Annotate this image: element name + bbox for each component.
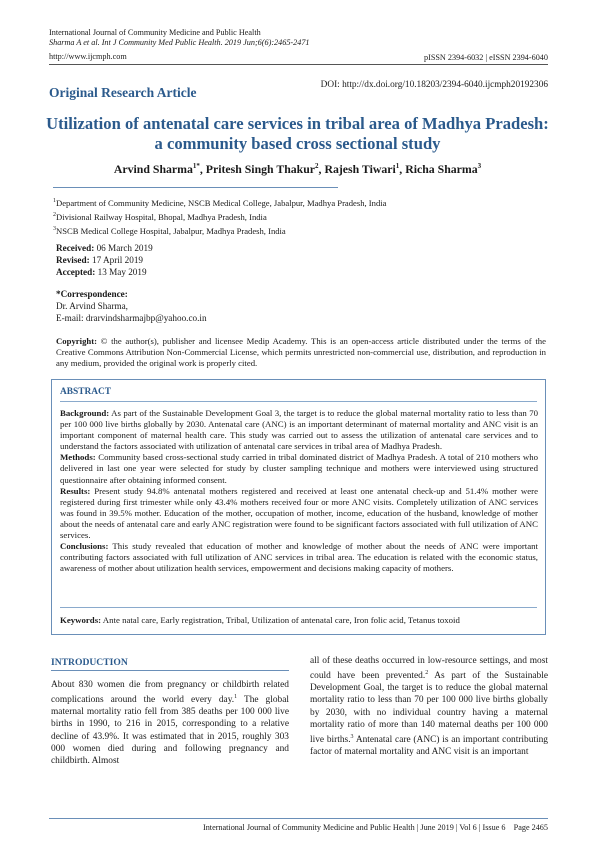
author-rule — [53, 187, 338, 188]
abstract-rule — [60, 401, 537, 402]
author: Pritesh Singh Thakur$^2$, — [205, 162, 325, 176]
article-title-line-1: Utilization of antenatal care services in tribal area of Madhya Pradesh: — [46, 114, 549, 133]
revised-date: Revised: 17 April 2019 — [56, 255, 144, 265]
intro-right-column: all of these deaths occurred in low-resource settings, and most could have been prevented.$^2$ As part of the Sustainable Development Goal, the target is to reduce the global maternal mortality ratio to less than 70 per 100 000 live births globally by 2030, with no individual country having a maternal mortality ratio of more than 140 maternal deaths per 100 000 live births.$^3$ Antenatal care (ANC) is an important contributing factor of maternal mortality and ANC visit is an important — [310, 656, 548, 757]
received-date: Received: 06 March 2019 — [56, 243, 153, 253]
copyright-notice: Copyright: © the author(s), publisher and licensee Medip Academy. This is an open-access article distributed under the terms of the Creative Commons Attribution Non-Commercial License, which permits unrestricted non-commercial use, distribution, and reproduction in any medium, provided the original work is properly cited. — [56, 336, 546, 369]
introduction-heading: INTRODUCTION — [51, 657, 128, 668]
abstract-methods: Methods: Community based cross-sectional study carried in tribal dominated district of Madhya Pradesh. A total of 210 mothers who delivered in last one year were selected for study by cluster sampling technique and mothers were interviewed using structured questionnaire after obtaining informed consent. — [60, 452, 538, 485]
journal-name: International Journal of Community Medicine and Public Health — [49, 28, 261, 37]
article-title-line-2: a community based cross sectional study — [154, 134, 441, 153]
affiliation: $^1$Department of Community Medicine, NSCB Medical College, Jabalpur, Madhya Pradesh, India — [53, 197, 387, 208]
affiliation: $^2$Divisional Railway Hospital, Bhopal, Madhya Pradesh, India — [53, 211, 267, 222]
author: Richa Sharma$^3$ — [405, 162, 482, 176]
header-rule — [49, 64, 548, 65]
author: Rajesh Tiwari$^1$, — [324, 162, 406, 176]
correspondence — [56, 288, 207, 324]
author: Arvind Sharma$^{1*}$, — [113, 162, 206, 176]
abstract-heading: ABSTRACT — [60, 387, 112, 397]
correspondence-name: Dr. Arvind Sharma, — [56, 301, 128, 311]
keywords: Keywords: Ante natal care, Early registration, Tribal, Utilization of antenatal care, Iron folic acid, Tetanus toxoid — [60, 615, 460, 625]
footer-rule — [49, 818, 548, 819]
keywords-rule — [60, 607, 537, 608]
doi[interactable]: DOI: http://dx.doi.org/10.18203/2394-6040.ijcmph20192306 — [320, 80, 548, 90]
abstract-box — [51, 379, 546, 635]
correspondence-label: *Correspondence: — [56, 289, 128, 299]
page-footer: International Journal of Community Medicine and Public Health | June 2019 | Vol 6 | Issue 6 Page 2465 — [202, 823, 548, 832]
article-dates — [56, 242, 153, 278]
affiliation-list — [53, 195, 386, 237]
intro-left-column: About 830 women die from pregnancy or childbirth related complications around the world every day.$^1$ The global maternal mortality ratio fell from 385 deaths per 100 000 live births in 1990, to 216 in 2015, corresponding to a relative decline of 43.9%. It was estimated that in 2015, roughly 303 000 women died during and following pregnancy and childbirth. Almost — [51, 680, 289, 766]
introduction-rule — [51, 670, 289, 671]
article-type: Original Research Article — [49, 85, 197, 100]
correspondence-email[interactable]: E-mail: drarvindsharmajbp@yahoo.co.in — [56, 313, 207, 323]
abstract-conclusions: Conclusions: This study revealed that education of mother and knowledge of mother about the needs of ANC were important contributing factors associated with full utilization of ANC services in tribal area. The education is related with the economic status, awareness of mother about utilization health services, empowerment and decisions making capacity of mothers. — [60, 541, 538, 574]
issn: pISSN 2394-6032 | eISSN 2394-6040 — [424, 53, 548, 62]
abstract-results: Results: Present study 94.8% antenatal mothers registered and received at least one antenatal check-up and 51.4% mother were registered during first trimester while only 43.4% mothers received four or more ANC visits. Completely utilization of ANC services was found in 39.5% mother. Education of the mother, occupation of mother, income, education of the husband, knowledge of mother about the needs of antenatal care and early ANC registration were found to be significant factors associated with full utilization of ANC services. — [60, 485, 539, 541]
affiliation: $^3$NSCB Medical College Hospital, Jabalpur, Madhya Pradesh, India — [53, 225, 286, 236]
citation: Sharma A et al. Int J Community Med Public Health. 2019 Jun;6(6):2465-2471 — [49, 38, 310, 47]
abstract-body — [60, 408, 538, 574]
abstract-background: Background: As part of the Sustainable Development Goal 3, the target is to reduce the global maternal mortality ratio to less than 70 per 100 000 live births globally by 2030. Antenatal care (ANC) is an important determinant of maternal mortality and ANC visit is an important component of maternal health care. This study was carried out to assess the utilization of antenatal care services and to understand the factors associated with utilization of antenatal care services in tribal area of Madhya Pradesh. — [60, 408, 538, 452]
author-list — [0, 162, 595, 177]
journal-url[interactable]: http://www.ijcmph.com — [49, 52, 127, 61]
accepted-date: Accepted: 13 May 2019 — [56, 267, 147, 277]
